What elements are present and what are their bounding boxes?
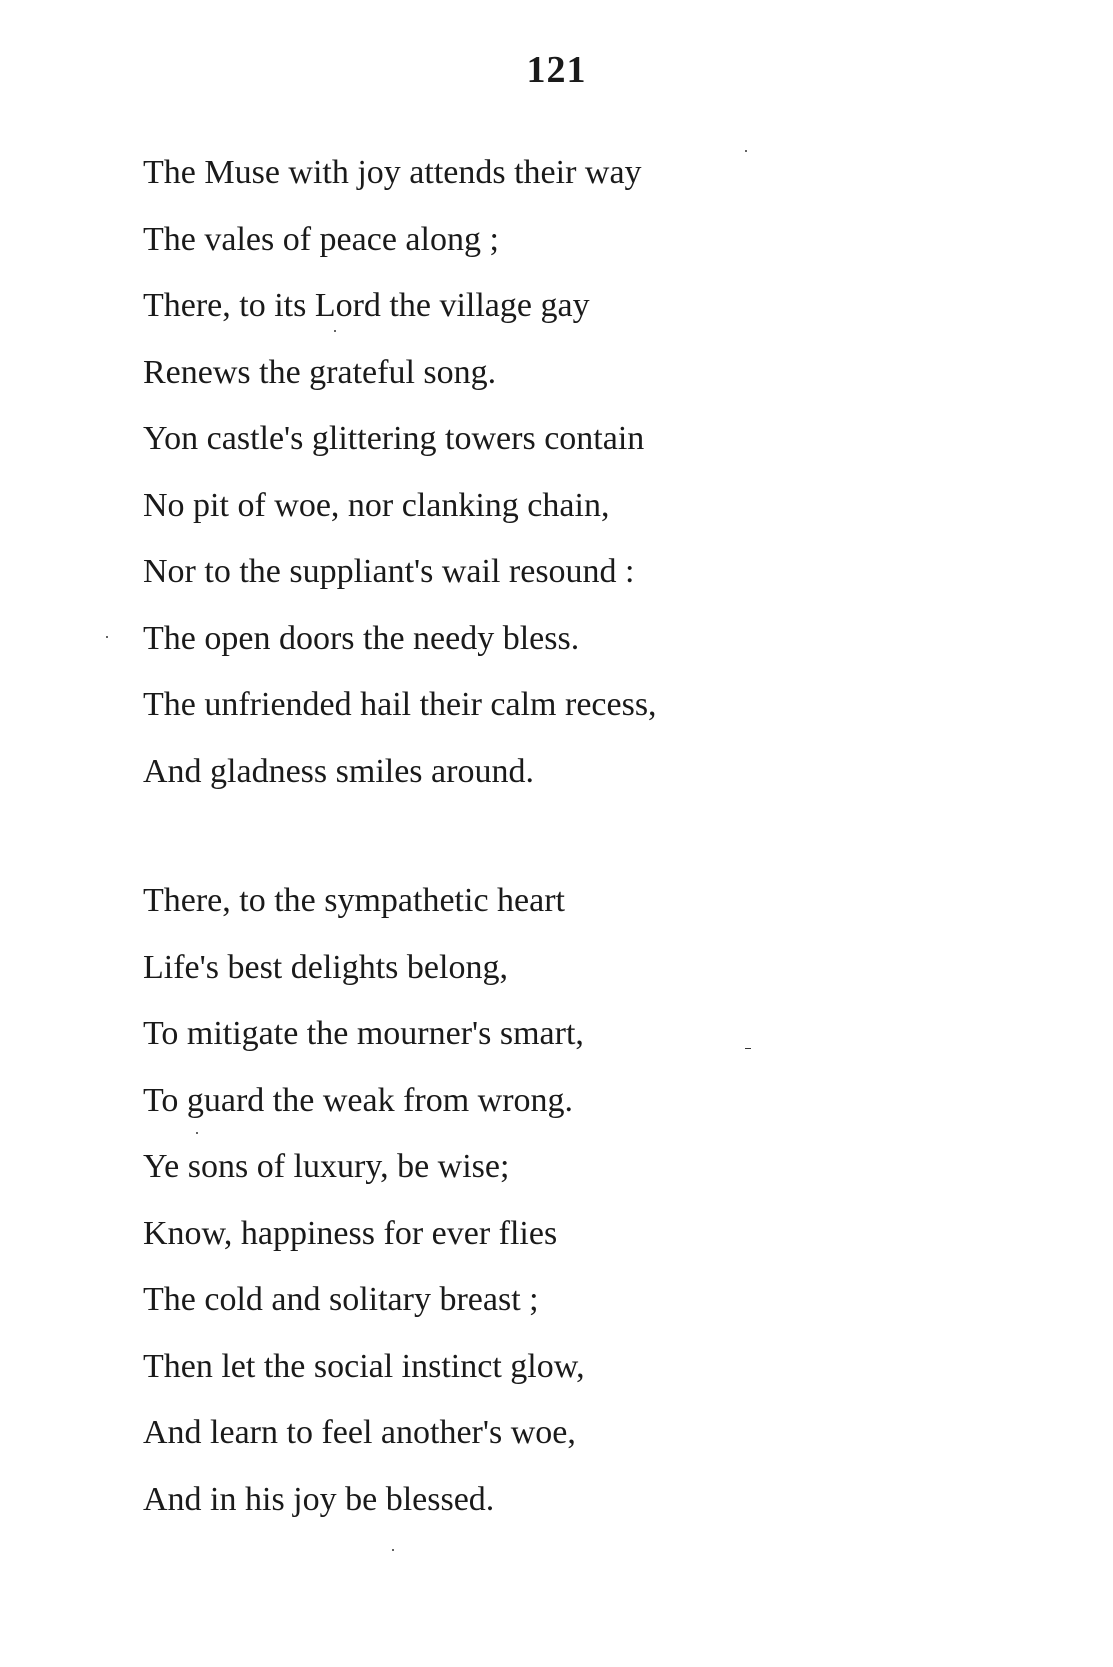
poem-line: And learn to feel another's woe, xyxy=(143,1414,576,1451)
poem-line: There, to its Lord the village gay xyxy=(143,287,590,324)
poem-line: And in his joy be blessed. xyxy=(143,1480,495,1518)
print-speck xyxy=(392,1549,394,1551)
poem-line: Ye sons of luxury, be wise; xyxy=(143,1148,510,1185)
poem-line: The cold and solitary breast ; xyxy=(143,1281,539,1318)
poem-line: Know, happiness for ever flies xyxy=(143,1214,558,1252)
poem-line: Yon castle's glittering towers contain xyxy=(143,420,645,457)
page-number: 121 xyxy=(526,49,587,91)
print-speck xyxy=(334,330,336,332)
poem-line: The unfriended hail their calm recess, xyxy=(143,686,657,723)
print-speck xyxy=(196,1132,198,1134)
print-speck xyxy=(106,636,108,638)
poem-line: The Muse with joy attends their way xyxy=(143,154,642,191)
poem-line: Renews the grateful song. xyxy=(143,353,497,391)
poem-line: Nor to the suppliant's wail resound : xyxy=(143,553,635,590)
poem-line: And gladness smiles around. xyxy=(143,752,534,790)
poem-line: The vales of peace along ; xyxy=(143,220,499,258)
stanza-1 xyxy=(143,140,1043,805)
poem-line: Life's best delights belong, xyxy=(143,948,508,986)
poem-line: To guard the weak from wrong. xyxy=(143,1081,574,1119)
print-speck xyxy=(745,150,747,152)
poem-line: To mitigate the mourner's smart, xyxy=(143,1015,584,1052)
stanza-2 xyxy=(143,868,1043,1533)
poem-line: No pit of woe, nor clanking chain, xyxy=(143,486,610,524)
poem-line: Then let the social instinct glow, xyxy=(143,1347,585,1385)
poem-line: There, to the sympathetic heart xyxy=(143,882,565,919)
poem-line: The open doors the needy bless. xyxy=(143,619,580,657)
print-speck xyxy=(745,1048,751,1049)
